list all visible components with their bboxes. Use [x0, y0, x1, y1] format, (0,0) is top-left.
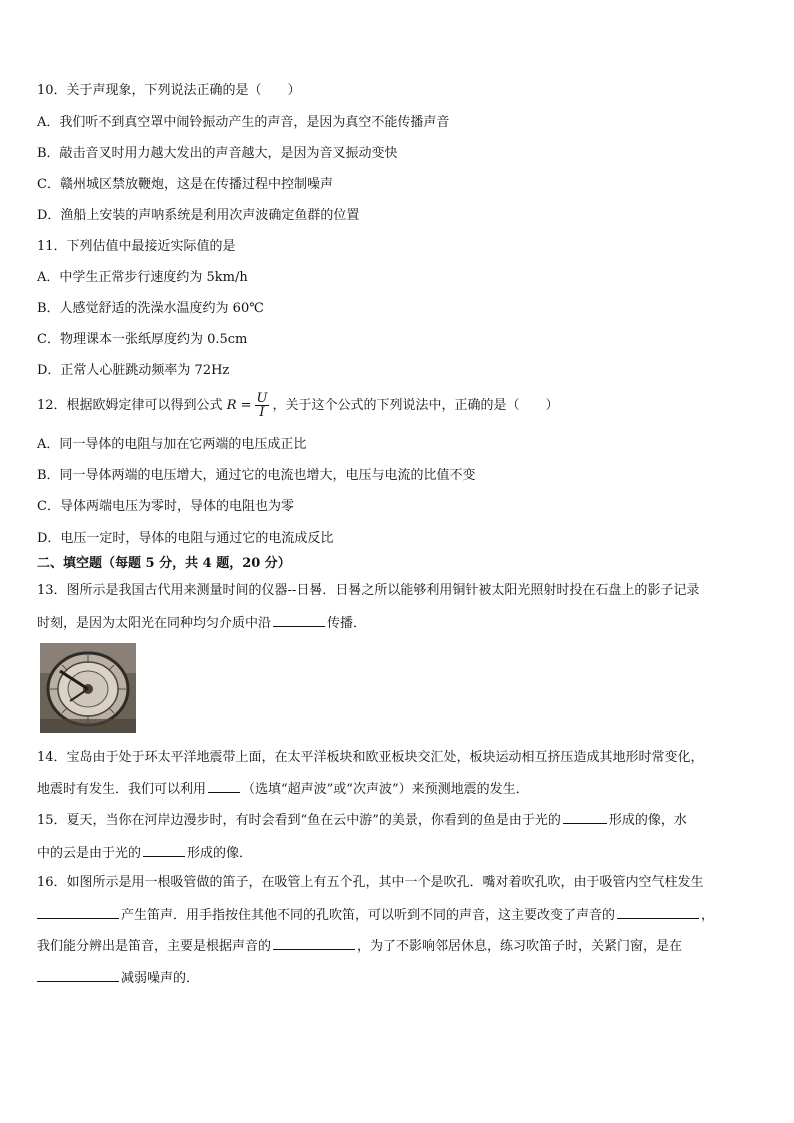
q13-line2	[37, 613, 366, 633]
q12-option-c: C．导体两端电压为零时，导体的电阻也为零	[37, 499, 294, 514]
q16-line1: 16．如图所示是用一根吸管做的笛子，在吸管上有五个孔，其中一个是吹孔．嘴对着吹孔吹，由于吸管内空气柱发生	[37, 875, 704, 890]
q16-line4	[37, 968, 199, 988]
q16-blank-2[interactable]	[617, 905, 699, 919]
q12-option-b: B．同一导体两端的电压增大，通过它的电流也增大，电压与电流的比值不变	[37, 468, 476, 483]
q15-text-d: 形成的像．	[187, 846, 253, 861]
q14-text-b: （选填“超声波”或“次声波”）来预测地震的发生．	[242, 782, 529, 797]
q15-blank-2[interactable]	[143, 843, 185, 857]
q11-stem: 11．下列估值中最接近实际值的是	[37, 239, 236, 254]
q10-option-c: C．赣州城区禁放鞭炮，这是在传播过程中控制噪声	[37, 177, 333, 192]
q10-option-b: B．敲击音叉时用力越大发出的声音越大，是因为音叉振动变快	[37, 146, 398, 161]
q15-text-a: 15．夏天，当你在河岸边漫步时，有时会看到“鱼在云中游”的美景，你看到的鱼是由于光的	[37, 813, 561, 828]
q13-text-b: 传播．	[327, 616, 367, 631]
q13-line1: 13．图所示是我国古代用来测量时间的仪器--日晷．日晷之所以能够利用铜针被太阳光照射时投在石盘上的影子记录	[37, 583, 700, 598]
q11-option-a: A．中学生正常步行速度约为 5km/h	[37, 270, 248, 285]
q11-option-c: C．物理课本一张纸厚度约为 0.5cm	[37, 332, 248, 347]
q10-option-d: D．渔船上安装的声呐系统是利用次声波确定鱼群的位置	[37, 208, 360, 223]
formula-fraction	[255, 392, 270, 419]
q12-stem-prefix: 12．根据欧姆定律可以得到公式	[37, 398, 223, 413]
q14-line1: 14．宝岛由于处于环太平洋地震带上面，在太平洋板块和欧亚板块交汇处，板块运动相互挤压造成其地形时常变化，	[37, 750, 704, 765]
q16-text-a: 产生笛声．用手指按住其他不同的孔吹笛，可以听到不同的声音，这主要改变了声音的	[121, 908, 616, 923]
q12-option-d: D．电压一定时，导体的电阻与通过它的电流成反比	[37, 531, 334, 546]
section-heading: 二、填空题（每题 5 分，共 4 题，20 分）	[37, 556, 291, 571]
q10-stem: 10．关于声现象，下列说法正确的是（ ）	[37, 83, 301, 98]
formula-numerator: U	[256, 391, 268, 406]
q12-stem-suffix: ，关于这个公式的下列说法中，正确的是（ ）	[272, 398, 559, 413]
q15-line1	[37, 810, 687, 830]
q10-option-a: A．我们听不到真空罩中闹铃振动产生的声音，是因为真空不能传播声音	[37, 115, 450, 130]
q12-stem	[37, 391, 559, 421]
q16-blank-4[interactable]	[37, 968, 119, 982]
q16-text-e: 减弱噪声的．	[121, 971, 200, 986]
q16-blank-3[interactable]	[273, 936, 355, 950]
q16-text-b: ，	[701, 908, 715, 923]
q16-text-c: 我们能分辨出是笛音，主要是根据声音的	[37, 939, 272, 954]
q15-line2	[37, 843, 252, 863]
formula-denominator: I	[259, 405, 265, 420]
q14-blank[interactable]	[208, 779, 240, 793]
q11-option-d: D．正常人心脏跳动频率为 72Hz	[37, 363, 230, 378]
q11-option-b: B．人感觉舒适的洗澡水温度约为 60℃	[37, 301, 264, 316]
sundial-image	[40, 643, 136, 733]
q16-line3	[37, 936, 682, 956]
q16-blank-1[interactable]	[37, 905, 119, 919]
q15-text-b: 形成的像，水	[608, 813, 687, 828]
q12-option-a: A．同一导体的电阻与加在它两端的电压成正比	[37, 437, 307, 452]
q13-text-a: 时刻，是因为太阳光在同种均匀介质中沿	[37, 616, 272, 631]
q15-text-c: 中的云是由于光的	[37, 846, 142, 861]
formula-lhs: R =	[226, 398, 252, 413]
q14-line2	[37, 779, 529, 799]
q16-text-d: ，为了不影响邻居休息，练习吹笛子时，关紧门窗，是在	[357, 939, 683, 954]
q15-blank-1[interactable]	[563, 810, 607, 824]
q13-blank[interactable]	[273, 613, 325, 627]
q14-text-a: 地震时有发生．我们可以利用	[37, 782, 207, 797]
q16-line2	[37, 905, 714, 925]
